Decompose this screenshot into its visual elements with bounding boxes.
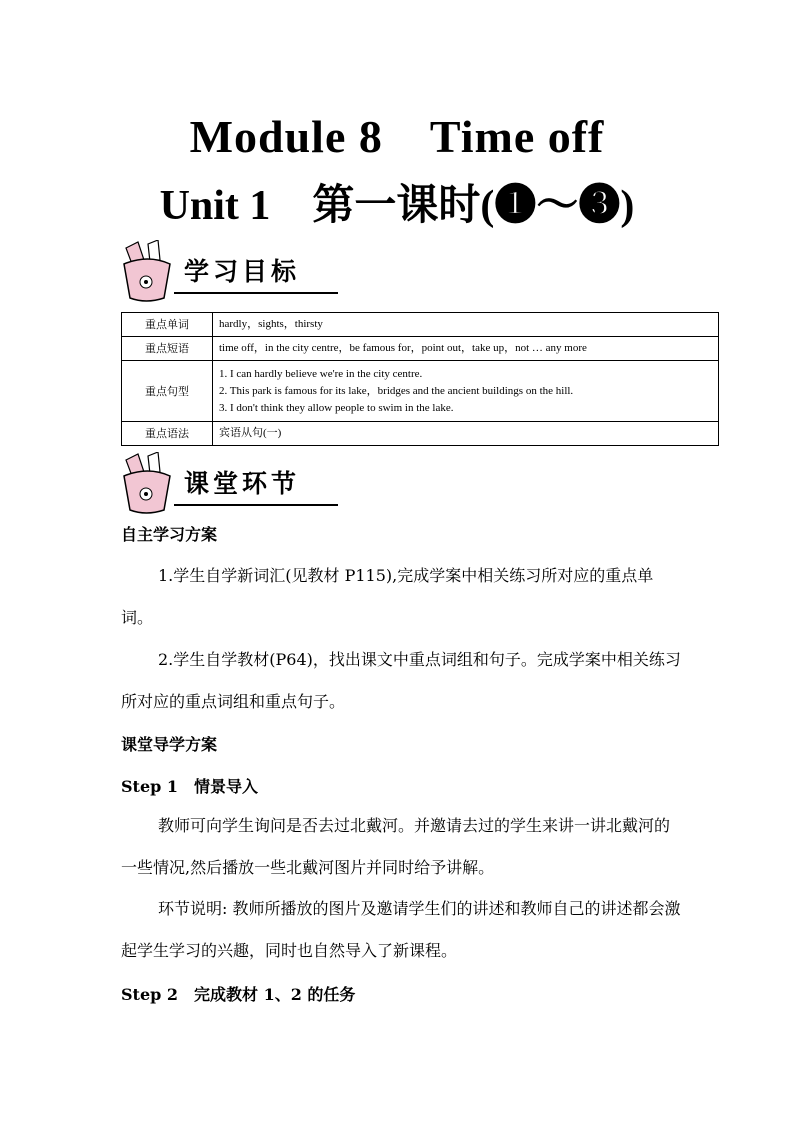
row-header: 重点短语 [122, 337, 213, 361]
banner-underline [174, 504, 338, 506]
table-row [122, 313, 719, 337]
section-banner-goals [118, 240, 338, 302]
table-row [122, 361, 719, 422]
heading-self-study: 自主学习方案 [121, 525, 218, 544]
paragraph: 教师可向学生询问是否去过北戴河。并邀请去过的学生来讲一讲北戴河的一些情况,然后播放一些北戴河图片并同时给予讲解。 [121, 816, 671, 877]
sentence-line: 3. I don't think they allow people to swim in the lake. [219, 401, 454, 414]
row-content: 宾语从句(一) [213, 422, 719, 446]
module-title: Module 8 Time off [189, 111, 605, 162]
paragraph: 2.学生自学教材(P64)，找出课文中重点词组和句子。完成学案中相关练习所对应的重点词组和重点句子。 [121, 650, 681, 711]
section-label: 课堂环节 [184, 469, 301, 498]
step-heading: Step 1 情景导入 [121, 777, 259, 796]
row-header: 重点语法 [122, 422, 213, 446]
learning-goals-table [121, 312, 719, 446]
unit-title: Unit 1 第一课时(❶～❸) [159, 183, 635, 229]
paragraph: 1.学生自学新词汇(见教材 P115),完成学案中相关练习所对应的重点单词。 [121, 566, 654, 627]
row-header: 重点句型 [122, 361, 213, 422]
sentence-line: 2. This park is famous for its lake，bridges and the ancient buildings on the hill. [219, 384, 574, 397]
sentence-line: 1. I can hardly believe we're in the city centre. [219, 367, 423, 380]
row-header: 重点单词 [122, 313, 213, 337]
step-heading: Step 2 完成教材 1、2 的任务 [121, 985, 356, 1004]
row-content [213, 361, 719, 422]
section-label: 学习目标 [184, 257, 301, 286]
table-row [122, 337, 719, 361]
pencil-cup-icon [118, 240, 178, 302]
section-banner-class [118, 452, 338, 514]
paragraph: 环节说明: 教师所播放的图片及邀请学生们的讲述和教师自己的讲述都会激起学生学习的兴趣，同时也自然导入了新课程。 [121, 899, 681, 960]
row-content: hardly，sights，thirsty [213, 313, 719, 337]
banner-underline [174, 292, 338, 294]
row-content: time off，in the city centre，be famous for，point out，take up，not … any more [213, 337, 719, 361]
heading-class-guide: 课堂导学方案 [121, 735, 218, 754]
pencil-cup-icon [118, 452, 178, 514]
table-row [122, 422, 719, 446]
